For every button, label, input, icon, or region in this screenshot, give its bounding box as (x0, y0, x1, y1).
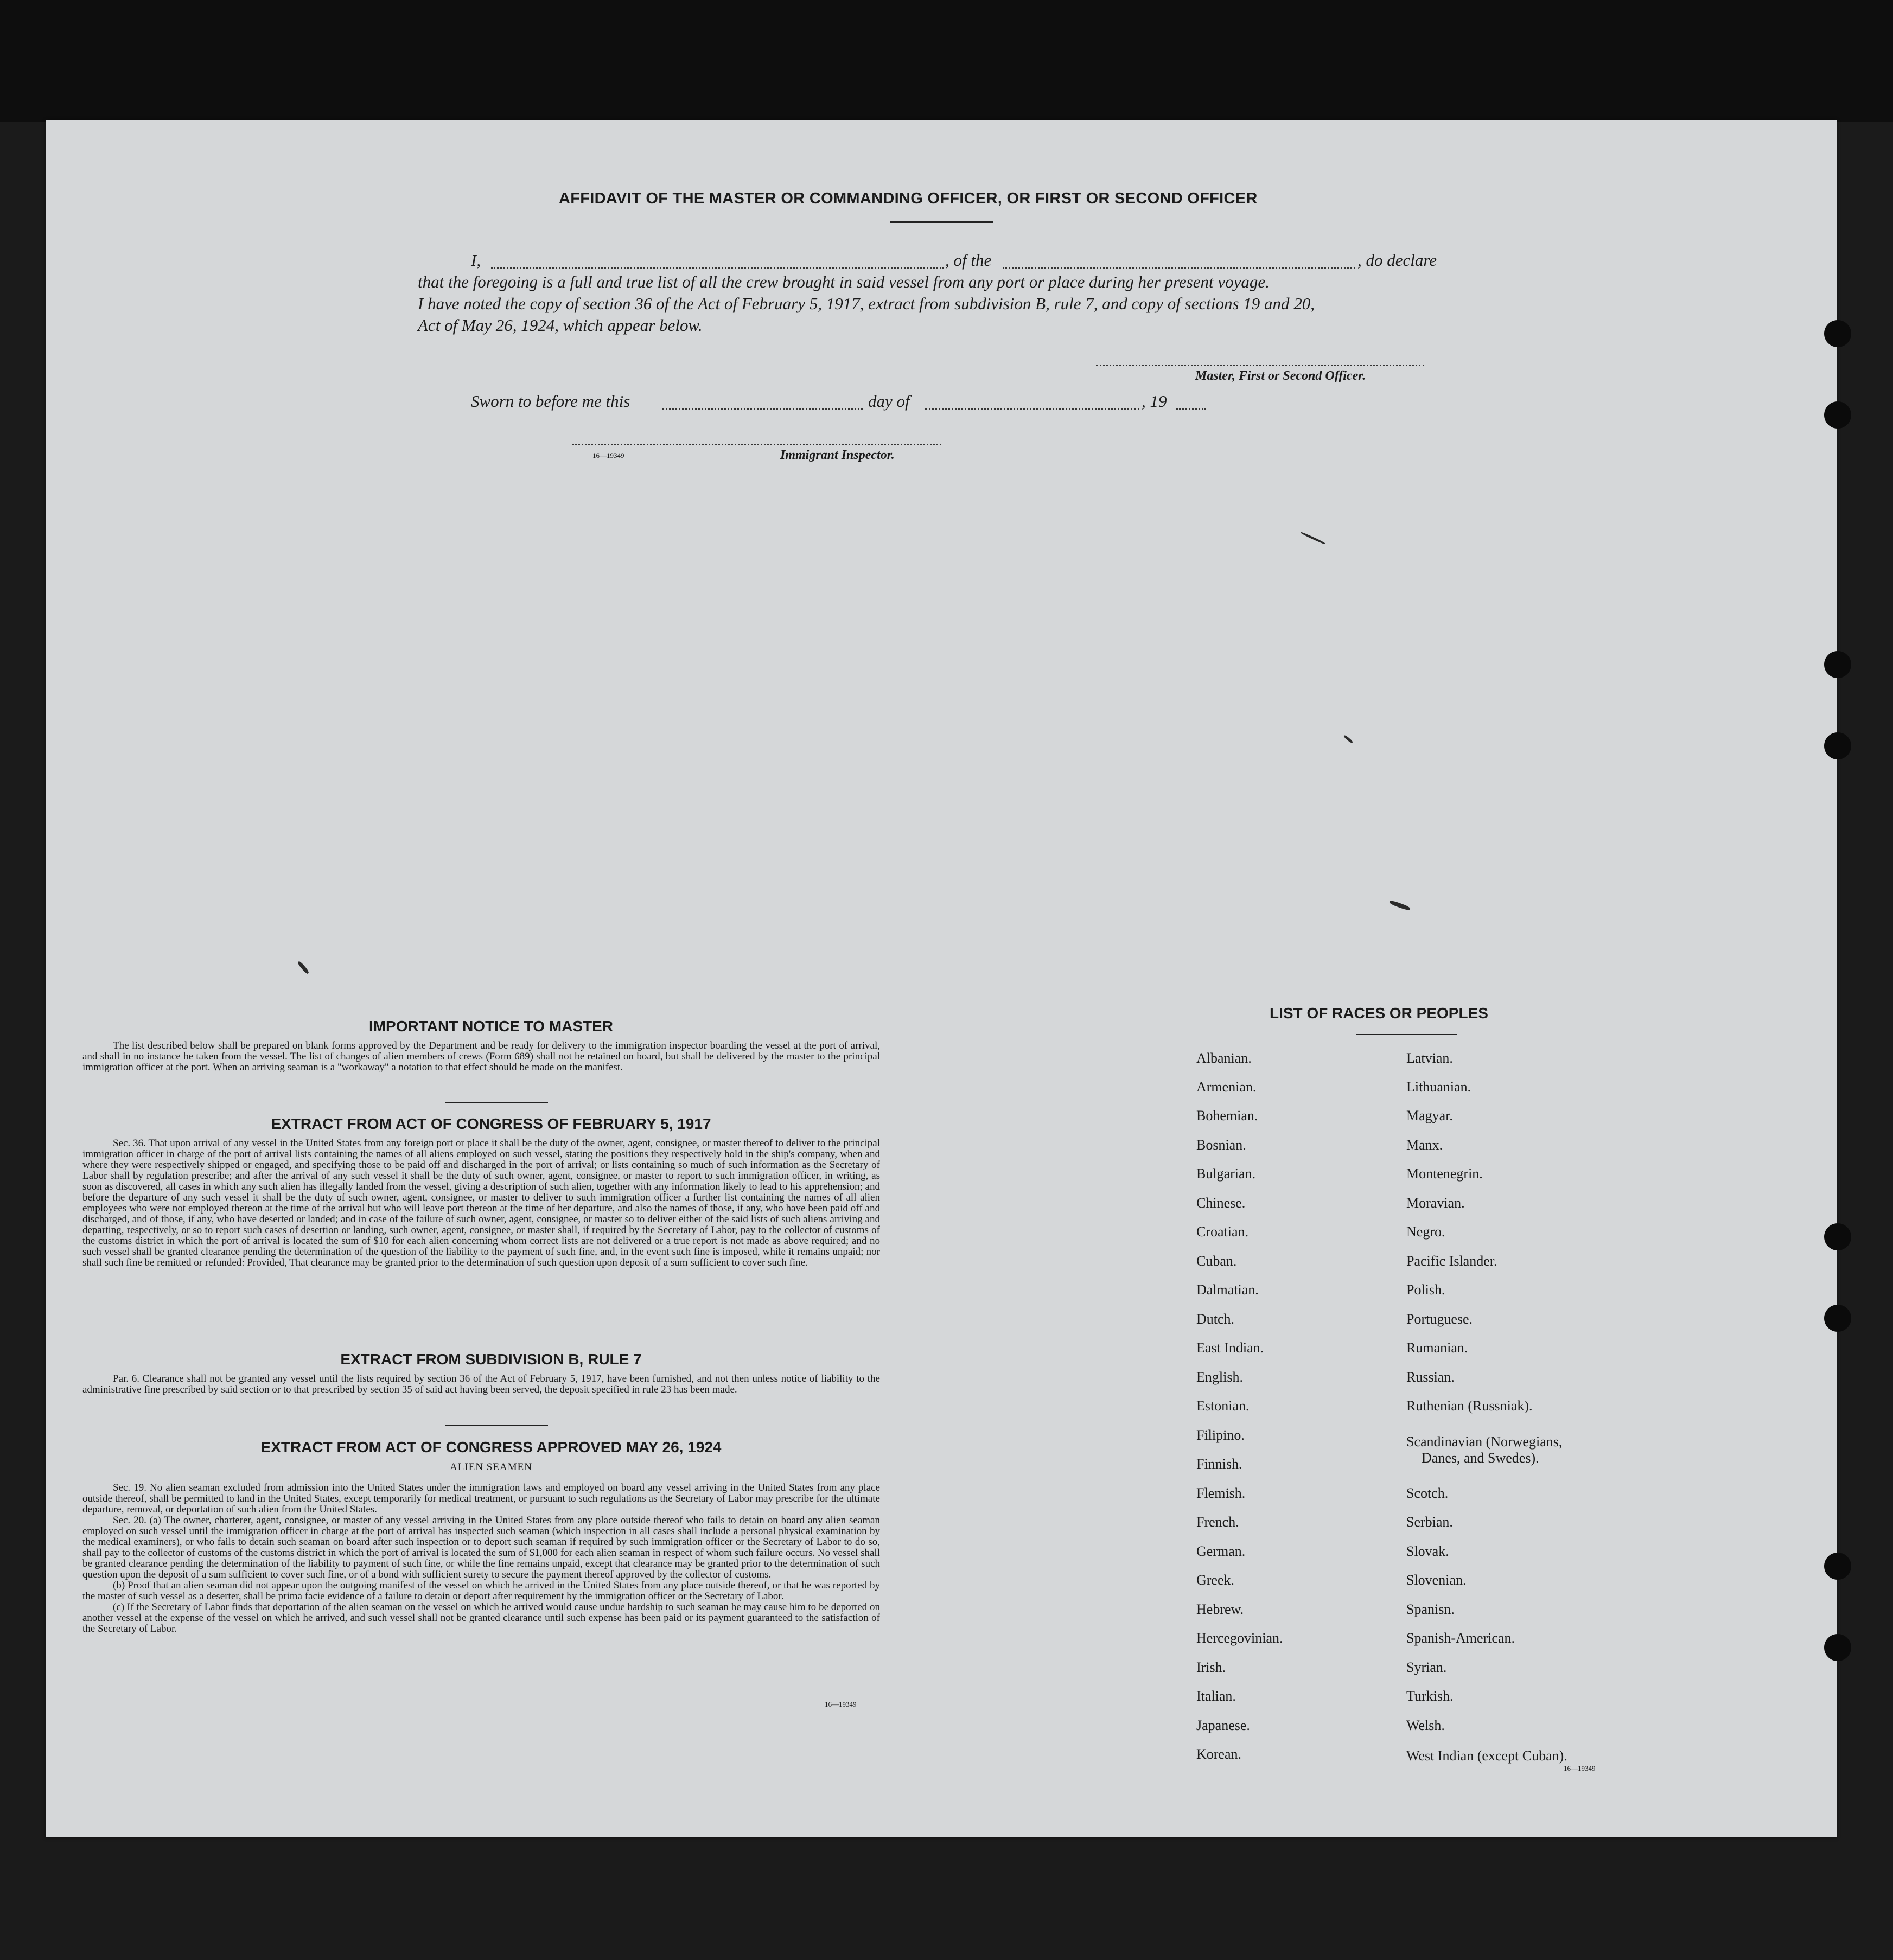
affidavit-declare: , do declare (1357, 251, 1437, 270)
master-signature-label: Master, First or Second Officer. (1195, 369, 1366, 383)
race-item: Turkish. (1406, 1688, 1454, 1704)
race-item: Dalmatian. (1196, 1282, 1259, 1298)
extract-1924-text (82, 1483, 880, 1635)
race-item: Bulgarian. (1196, 1166, 1256, 1182)
race-item: Pacific Islander. (1406, 1253, 1497, 1269)
race-item: Filipino. (1196, 1427, 1245, 1443)
sec-36-paragraph: Sec. 36. That upon arrival of any vessel in the United States from any foreign port or place it shall be the duty of the owner, agent, consignee, or master thereof to deliver to the principal immigration officer in charge of the port of arrival lists containing the names of all aliens employed on such vessel, stating the positions they respectively hold in the ship's company, when and where they were respectively shipped or engaged, and specifying those to be paid off and discharged in the port of arrival; or lists containing so much of such information as the Secretary of Labor shall by regulation prescribe; and after the arrival of any such vessel it shall be the duty of such owner, agent, consignee, or master to report to such immigration officer, in writing, as soon as discovered, all cases in which any such alien has illegally landed from the vessel, giving a description of such alien, together with any information likely to lead to his apprehension; and before the departure of any such vessel it shall be the duty of such owner, agent, consignee, or master to deliver to such immigration officer a further list containing the names of all alien employees who were not employed thereon at the time of the arrival but who will leave port thereon at the time of her departure, and also the names of those, if any, who have been paid off and discharged, and of those, if any, who have deserted or landed; and in case of the failure of such owner, agent, consignee, or master so to deliver either of the said lists of such aliens arriving and departing, respectively, or so to report such cases of desertion or landing, such owner, agent, consignee, or master shall, if required by the Secretary of Labor, pay to the collector of customs of the customs district in which the port of arrival is located the sum of $10 for each alien concerning whom correct lists are not delivered or a true report is not made as above required; and no such vessel shall be granted clearance pending the determination of the question of the liability to the payment of such fine, and, in the event such fine is imposed, while it remains unpaid; nor shall such fine be remitted or refunded: Provided, That clearance may be granted prior to the determination of such question upon deposit of a sum sufficient to cover such fine. (82, 1138, 880, 1268)
binder-hole (1824, 1305, 1851, 1332)
race-item: Montenegrin. (1406, 1166, 1483, 1182)
race-item: Scandinavian (Norwegians, (1406, 1434, 1563, 1450)
race-item: East Indian. (1196, 1340, 1264, 1356)
race-item: Rumanian. (1406, 1340, 1468, 1356)
race-item: Syrian. (1406, 1659, 1447, 1675)
section-rule (445, 1425, 548, 1426)
race-item: Magyar. (1406, 1108, 1453, 1123)
race-item: Portuguese. (1406, 1311, 1473, 1327)
race-item: French. (1196, 1514, 1239, 1530)
race-item: Polish. (1406, 1282, 1445, 1298)
par-6-paragraph: Par. 6. Clearance shall not be granted any vessel until the lists required by section 36 of the Act of February 5, 1917, have been furnished, and not then unless notice of liability to the administrative fine prescribed by said section or to that prescribed by section 35 of said act having been served, the deposit specified in rule 23 has been made. (82, 1373, 880, 1395)
sworn-year: , 19 (1142, 392, 1167, 411)
sec-20a-paragraph: Sec. 20. (a) The owner, charterer, agent, consignee, or master of any vessel arriving in the United States from any place outside thereof who fails to detain on board any alien seaman employed on such vessel until the immigration officer in charge at the port of arrival has inspected such seaman (which inspection in all cases shall include a personal physical examination by the medical examiners), or who fails to detain such seaman on board after such inspection or to deport such seaman if required by such immigration officer or the Secretary of Labor to do so, shall pay to the collector of customs of the customs district in which the port of arrival is located the sum of $1,000 for each alien seaman in respect of whom such failure occurs. No vessel shall be granted clearance pending the determination of the liability to payment of such fine, or while the fine remains unpaid, except that clearance may be granted prior to the determination of such question upon the deposit of a sum sufficient to cover such fine, or of a bond with sufficient surety to secure the payment thereof approved by the collector of customs. (82, 1515, 880, 1580)
races-rule (1356, 1034, 1457, 1035)
form-number: 16—19349 (592, 451, 624, 459)
race-item: Russian. (1406, 1369, 1455, 1385)
race-item: Cuban. (1196, 1253, 1237, 1269)
binder-hole (1824, 320, 1851, 347)
race-item: Italian. (1196, 1688, 1236, 1704)
sec-19-paragraph: Sec. 19. No alien seaman excluded from admission into the United States under the immigration laws and employed on board any vessel arriving in the United States from any place outside thereof, shall be permitted to land in the United States, except temporarily for medical treatment, or pursuant to such regulations as the Secretary of Labor may prescribe for the ultimate departure, removal, or deportation of such alien from the United States. (82, 1482, 880, 1515)
race-item: Flemish. (1196, 1485, 1246, 1501)
affidavit-line-2: that the foregoing is a full and true list of all the crew brought in said vessel from any port or place during her present voyage. (418, 272, 1270, 291)
sec-20b-paragraph: (b) Proof that an alien seaman did not appear upon the outgoing manifest of the vessel on which he arrived in the United States from any place outside thereof, or that he was reported by the master of such vessel as a deserter, shall be prima facie evidence of a failure to detain or deport after requirement by the immigration officer or the Secretary of Labor. (82, 1580, 880, 1602)
race-item: Spanish-American. (1406, 1630, 1515, 1646)
affidavit-line-3: I have noted the copy of section 36 of the Act of February 5, 1917, extract from subdivision B, rule 7, and copy of sections 19 and 20, (418, 294, 1315, 313)
sworn-year-blank[interactable] (1176, 408, 1206, 410)
race-item: Dutch. (1196, 1311, 1235, 1327)
binder-hole (1824, 1553, 1851, 1580)
sec-20c-paragraph: (c) If the Secretary of Labor finds that deportation of the alien seaman on the vessel on which he arrived would cause undue hardship to such seaman he may cause him to be deported on another vessel at the expense of the vessel on which he arrived, and such vessel shall not be granted clearance until such expense has been paid or its payment guaranteed to the satisfaction of the Secretary of Labor. (82, 1601, 880, 1635)
race-item: Korean. (1196, 1746, 1242, 1762)
race-item: Irish. (1196, 1659, 1226, 1675)
race-item: Danes, and Swedes). (1422, 1450, 1539, 1466)
section-rule (445, 1102, 548, 1103)
affidavit-of-the: , of the (945, 251, 992, 270)
race-item: Ruthenian (Russniak). (1406, 1398, 1533, 1414)
race-item: Greek. (1196, 1572, 1235, 1588)
sworn-text: Sworn to before me this (471, 392, 630, 411)
race-item: Welsh. (1406, 1718, 1445, 1733)
race-item: English. (1196, 1369, 1243, 1385)
form-number: 16—19349 (1564, 1764, 1596, 1772)
extract-1924-title: EXTRACT FROM ACT OF CONGRESS APPROVED MAY 26, 1924 (260, 1439, 722, 1455)
race-item: Hercegovinian. (1196, 1630, 1283, 1646)
sworn-day-of: day of (868, 392, 910, 411)
master-signature-line[interactable] (1096, 365, 1424, 366)
race-item: Chinese. (1196, 1195, 1246, 1211)
race-item: Hebrew. (1196, 1601, 1244, 1617)
vessel-blank[interactable] (1003, 267, 1355, 269)
race-item: Moravian. (1406, 1195, 1465, 1211)
race-item: West Indian (except Cuban). (1406, 1748, 1567, 1764)
sworn-month-blank[interactable] (925, 408, 1139, 410)
race-item: Serbian. (1406, 1514, 1453, 1530)
form-number: 16—19349 (825, 1700, 857, 1708)
binder-hole (1824, 651, 1851, 678)
race-item: Slovak. (1406, 1543, 1449, 1559)
scan-frame-top (0, 0, 1893, 122)
title-rule (890, 221, 993, 223)
race-item: Manx. (1406, 1137, 1443, 1153)
rule-7-title: EXTRACT FROM SUBDIVISION B, RULE 7 (340, 1351, 642, 1368)
extract-1917-text (82, 1138, 880, 1268)
race-item: German. (1196, 1543, 1246, 1559)
extract-1917-title: EXTRACT FROM ACT OF CONGRESS OF FEBRUARY 5, 1917 (271, 1115, 711, 1132)
race-item: Negro. (1406, 1224, 1445, 1240)
affidavit-line-4: Act of May 26, 1924, which appear below. (418, 316, 703, 335)
race-item: Armenian. (1196, 1079, 1257, 1095)
race-item: Latvian. (1406, 1050, 1453, 1066)
race-item: Slovenian. (1406, 1572, 1467, 1588)
race-item: Albanian. (1196, 1050, 1252, 1066)
inspector-label: Immigrant Inspector. (780, 448, 895, 462)
affidavit-title: AFFIDAVIT OF THE MASTER OR COMMANDING OFFICER, OR FIRST OR SECOND OFFICER (559, 190, 1258, 207)
binder-hole (1824, 1223, 1851, 1250)
name-blank[interactable] (491, 267, 944, 269)
race-item: Lithuanian. (1406, 1079, 1471, 1095)
binder-hole (1824, 732, 1851, 759)
race-item: Bosnian. (1196, 1137, 1246, 1153)
sworn-day-blank[interactable] (662, 408, 863, 410)
race-item: Finnish. (1196, 1456, 1242, 1472)
alien-seamen-subtitle: ALIEN SEAMEN (450, 1461, 532, 1473)
race-item: Spanisn. (1406, 1601, 1455, 1617)
race-item: Estonian. (1196, 1398, 1250, 1414)
race-item: Scotch. (1406, 1485, 1449, 1501)
affidavit-i: I, (471, 251, 481, 270)
notice-paragraph: The list described below shall be prepared on blank forms approved by the Department and be ready for delivery to the immigration inspector boarding the vessel at the port of arrival, and shall in no instance be taken from the vessel. The list of changes of alien members of crews (Form 689) shall not be retained on board, but shall be delivered by the master to the principal immigration officer at the port. When an arriving seaman is a "workaway" a notation to that effect should be made on the manifest. (82, 1040, 880, 1073)
notice-title: IMPORTANT NOTICE TO MASTER (368, 1018, 614, 1035)
races-title: LIST OF RACES OR PEOPLES (1270, 1005, 1488, 1022)
inspector-signature-line[interactable] (572, 444, 941, 445)
rule-7-text (82, 1374, 880, 1395)
binder-hole (1824, 1634, 1851, 1661)
race-item: Croatian. (1196, 1224, 1249, 1240)
race-item: Japanese. (1196, 1718, 1250, 1733)
race-item: Bohemian. (1196, 1108, 1258, 1123)
binder-hole (1824, 401, 1851, 429)
notice-text (82, 1040, 880, 1073)
